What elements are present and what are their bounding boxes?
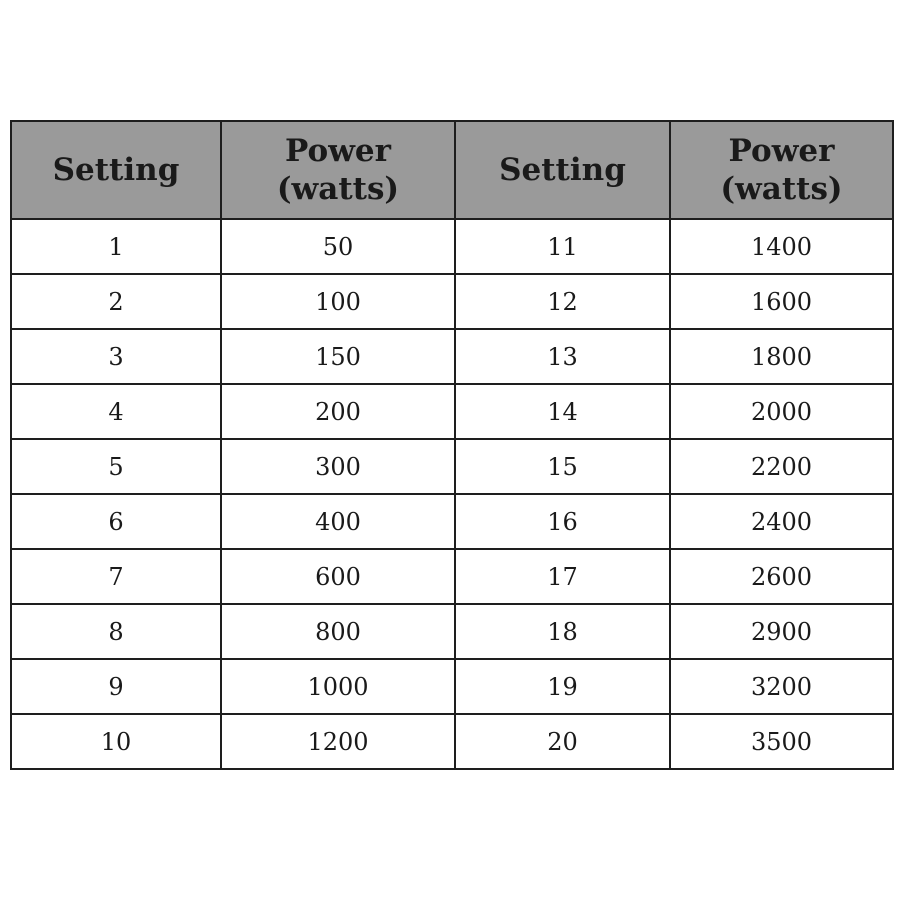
setting-cell: 8 <box>11 604 221 659</box>
setting-cell: 12 <box>455 274 670 329</box>
power-cell: 150 <box>221 329 455 384</box>
power-cell: 3500 <box>670 714 893 769</box>
power-cell: 3200 <box>670 659 893 714</box>
power-cell: 1400 <box>670 219 893 274</box>
table-row <box>11 219 893 274</box>
power-cell: 2200 <box>670 439 893 494</box>
table-body <box>11 219 893 769</box>
setting-cell: 15 <box>455 439 670 494</box>
header-label: Setting <box>499 152 626 188</box>
table-row <box>11 549 893 604</box>
header-label: Power <box>728 133 835 169</box>
table-row <box>11 714 893 769</box>
header-setting-1 <box>11 121 221 219</box>
power-cell: 300 <box>221 439 455 494</box>
power-cell: 100 <box>221 274 455 329</box>
setting-cell: 9 <box>11 659 221 714</box>
setting-cell: 17 <box>455 549 670 604</box>
power-cell: 800 <box>221 604 455 659</box>
table-row <box>11 439 893 494</box>
power-cell: 600 <box>221 549 455 604</box>
setting-cell: 19 <box>455 659 670 714</box>
setting-cell: 4 <box>11 384 221 439</box>
header-unit: (watts) <box>720 171 843 207</box>
setting-cell: 6 <box>11 494 221 549</box>
power-cell: 1000 <box>221 659 455 714</box>
power-cell: 2900 <box>670 604 893 659</box>
table-row <box>11 329 893 384</box>
header-label: Power <box>285 133 391 169</box>
table-row <box>11 659 893 714</box>
setting-cell: 11 <box>455 219 670 274</box>
header-label: Setting <box>52 152 180 188</box>
setting-cell: 10 <box>11 714 221 769</box>
power-cell: 1800 <box>670 329 893 384</box>
power-cell: 2400 <box>670 494 893 549</box>
header-row <box>11 121 893 219</box>
setting-cell: 1 <box>11 219 221 274</box>
setting-cell: 2 <box>11 274 221 329</box>
power-cell: 200 <box>221 384 455 439</box>
table-row <box>11 384 893 439</box>
power-cell: 2600 <box>670 549 893 604</box>
header-unit: (watts) <box>276 171 400 207</box>
header-power-1 <box>221 121 455 219</box>
setting-cell: 18 <box>455 604 670 659</box>
setting-cell: 5 <box>11 439 221 494</box>
setting-cell: 3 <box>11 329 221 384</box>
setting-cell: 7 <box>11 549 221 604</box>
table-row <box>11 274 893 329</box>
setting-cell: 13 <box>455 329 670 384</box>
table-row <box>11 604 893 659</box>
power-cell: 50 <box>221 219 455 274</box>
power-settings-table <box>10 120 894 770</box>
power-cell: 2000 <box>670 384 893 439</box>
header-setting-2 <box>455 121 670 219</box>
power-cell: 1600 <box>670 274 893 329</box>
power-cell: 1200 <box>221 714 455 769</box>
table-row <box>11 494 893 549</box>
header-power-2 <box>670 121 893 219</box>
power-cell: 400 <box>221 494 455 549</box>
setting-cell: 20 <box>455 714 670 769</box>
setting-cell: 14 <box>455 384 670 439</box>
setting-cell: 16 <box>455 494 670 549</box>
